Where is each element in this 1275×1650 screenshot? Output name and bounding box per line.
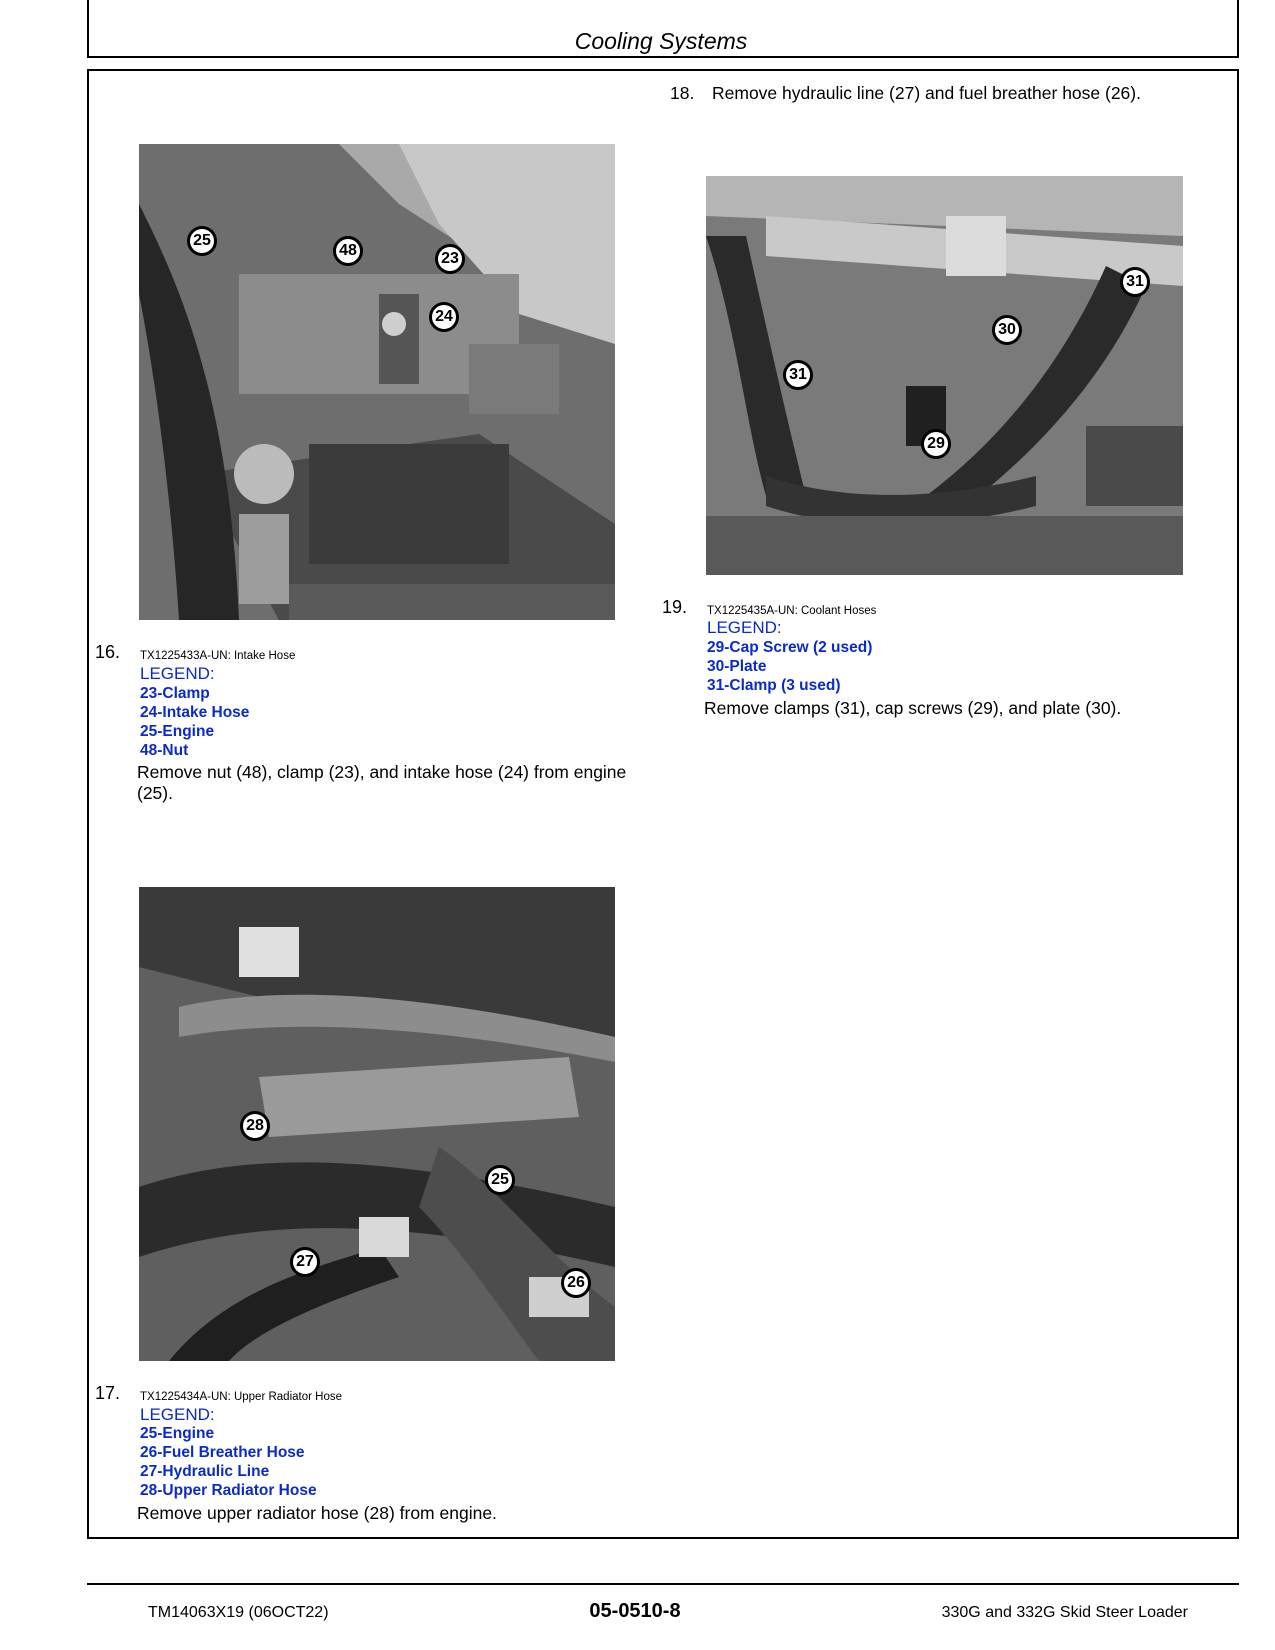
photo-upper-radiator-hose [139,887,615,1361]
legend-item: 30-Plate [707,658,767,675]
step-instruction: Remove clamps (31), cap screws (29), and plate (30). [704,698,1122,718]
step-number: 18. [670,83,695,103]
callout-27: 27 [290,1247,320,1277]
legend-title: LEGEND: [140,664,215,683]
callout-25: 25 [187,226,217,256]
legend-item: 48-Nut [140,742,189,759]
product-name: 330G and 332G Skid Steer Loader [941,1604,1188,1621]
callout-26: 26 [561,1268,591,1298]
callout-48: 48 [333,236,363,266]
page-number: 05-0510-8 [589,1600,681,1622]
legend-item: 26-Fuel Breather Hose [140,1444,305,1461]
callout-30: 30 [992,315,1022,345]
document-id: TM14063X19 (06OCT22) [148,1604,329,1621]
callout-29: 29 [921,429,951,459]
legend-item: 29-Cap Screw (2 used) [707,639,873,656]
callout-24: 24 [429,302,459,332]
photo-coolant-hoses [706,176,1183,575]
step-number: 17. [95,1383,121,1403]
figure-caption: TX1225433A-UN: Intake Hose [140,650,296,662]
callout-23: 23 [435,244,465,274]
legend-item: 23-Clamp [140,685,210,702]
step-instruction: Remove nut (48), clamp (23), and intake hose (24) from engine (25). [137,762,627,803]
figure-caption: TX1225434A-UN: Upper Radiator Hose [140,1391,342,1403]
legend-title: LEGEND: [140,1405,215,1424]
step-number: 16. [95,642,121,662]
legend-item: 31-Clamp (3 used) [707,677,841,694]
figure-caption: TX1225435A-UN: Coolant Hoses [707,605,877,617]
legend-item: 24-Intake Hose [140,704,250,721]
step-instruction: Remove upper radiator hose (28) from engine. [137,1503,497,1523]
legend-item: 27-Hydraulic Line [140,1463,270,1480]
step-instruction: Remove hydraulic line (27) and fuel breather hose (26). [712,83,1141,103]
photo-intake-hose [139,144,615,620]
legend-item: 25-Engine [140,1425,215,1442]
legend-item: 28-Upper Radiator Hose [140,1482,317,1499]
legend-title: LEGEND: [707,618,782,637]
footer-divider [87,1583,1239,1585]
legend-item: 25-Engine [140,723,215,740]
callout-31: 31 [783,360,813,390]
callout-25: 25 [485,1165,515,1195]
section-title: Cooling Systems [574,28,748,54]
step-number: 19. [662,597,688,617]
callout-31: 31 [1120,267,1150,297]
callout-28: 28 [240,1111,270,1141]
